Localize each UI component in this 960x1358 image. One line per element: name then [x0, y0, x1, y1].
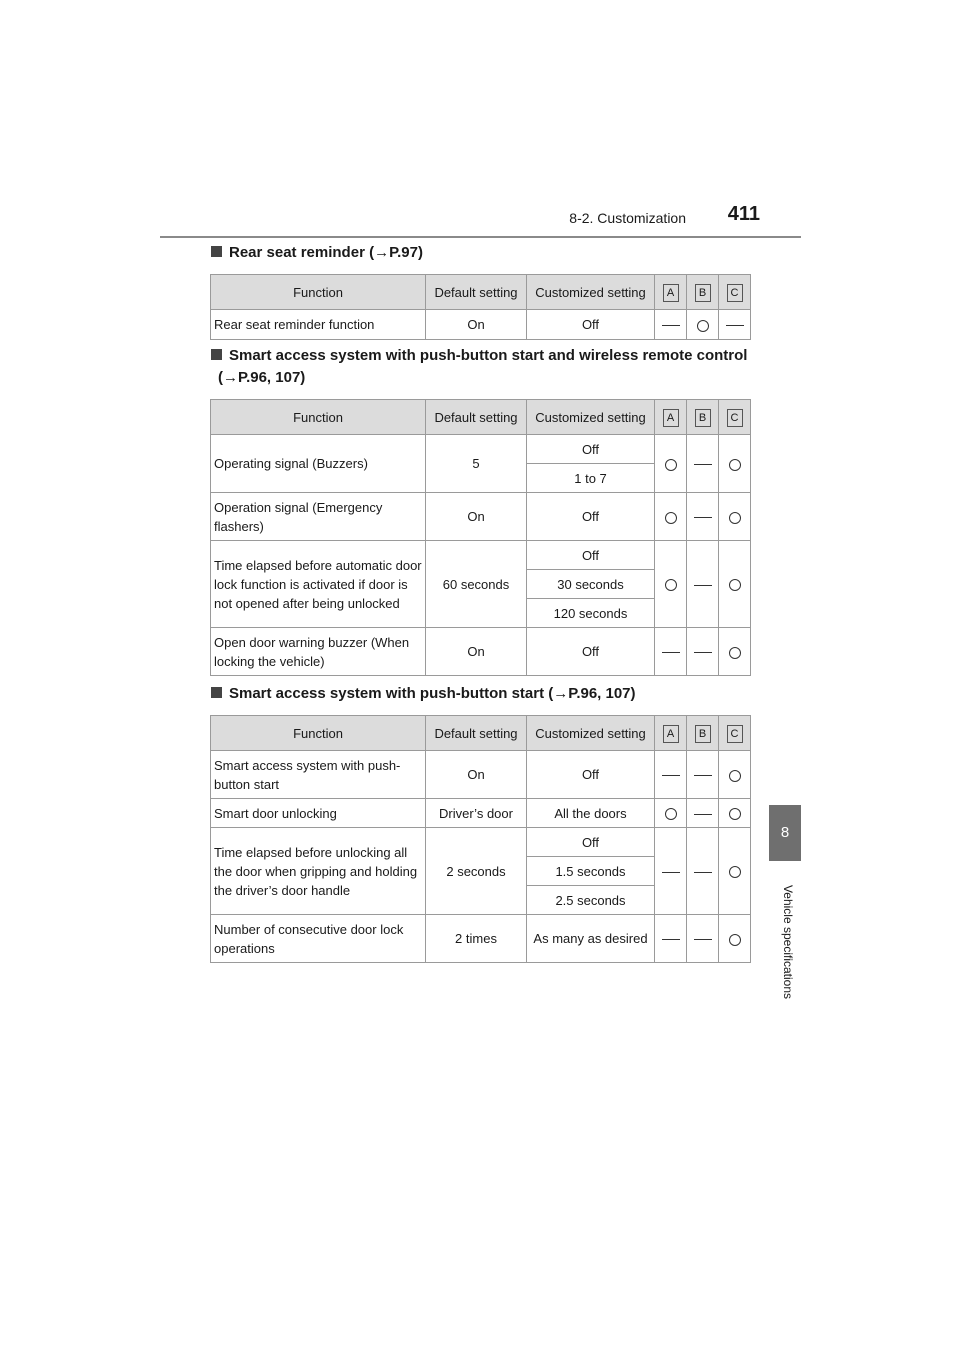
default-cell: On — [426, 310, 527, 340]
circle-mark — [665, 808, 677, 820]
table-row — [211, 541, 751, 570]
dash-mark — [662, 775, 680, 776]
c-cell — [719, 310, 751, 340]
customized-cell: Off — [527, 751, 655, 799]
table-row — [211, 493, 751, 541]
function-cell: Smart access system with push-button start — [211, 751, 426, 799]
customized-cell: All the doors — [527, 799, 655, 828]
section-heading-text: Rear seat reminder (→P.97) — [229, 244, 423, 261]
dash-mark — [662, 652, 680, 653]
c-cell — [719, 915, 751, 963]
dash-mark — [662, 872, 680, 873]
circle-mark — [729, 808, 741, 820]
col-a — [655, 716, 687, 751]
smart-access-table — [210, 715, 751, 963]
section-heading-smart-access — [211, 683, 636, 705]
letter-c-box: C — [727, 725, 743, 743]
customized-cell: Off — [527, 541, 655, 570]
default-cell: 5 — [426, 435, 527, 493]
customized-cell: 1.5 seconds — [527, 857, 655, 886]
col-b — [687, 400, 719, 435]
table-row — [211, 628, 751, 676]
circle-mark — [729, 512, 741, 524]
letter-c-box: C — [727, 409, 743, 427]
function-cell: Number of consecutive door lock operations — [211, 915, 426, 963]
customized-cell: 30 seconds — [527, 570, 655, 599]
letter-a-box: A — [663, 409, 679, 427]
a-cell — [655, 435, 687, 493]
a-cell — [655, 541, 687, 628]
dash-mark — [694, 775, 712, 776]
b-cell — [687, 799, 719, 828]
col-b — [687, 275, 719, 310]
customized-cell: Off — [527, 828, 655, 857]
col-c — [719, 400, 751, 435]
customized-cell: Off — [527, 628, 655, 676]
b-cell — [687, 541, 719, 628]
circle-mark — [665, 512, 677, 524]
default-cell: 60 seconds — [426, 541, 527, 628]
a-cell — [655, 628, 687, 676]
a-cell — [655, 751, 687, 799]
col-function: Function — [211, 400, 426, 435]
col-customized: Customized setting — [527, 275, 655, 310]
dash-mark — [662, 939, 680, 940]
circle-mark — [729, 459, 741, 471]
dash-mark — [694, 872, 712, 873]
a-cell — [655, 310, 687, 340]
b-cell — [687, 435, 719, 493]
a-cell — [655, 799, 687, 828]
table-header-row — [211, 275, 751, 310]
chapter-label: Vehicle specifications — [781, 884, 795, 1000]
square-bullet-icon — [211, 687, 222, 698]
function-cell: Time elapsed before automatic door lock function is activated if door is not opened after being unlocked — [211, 541, 426, 628]
circle-mark — [729, 934, 741, 946]
rear-seat-table — [210, 274, 751, 340]
c-cell — [719, 493, 751, 541]
customized-cell: Off — [527, 493, 655, 541]
col-default: Default setting — [426, 400, 527, 435]
function-cell: Operation signal (Emergency flashers) — [211, 493, 426, 541]
b-cell — [687, 915, 719, 963]
customized-cell: 1 to 7 — [527, 464, 655, 493]
function-cell: Open door warning buzzer (When locking the vehicle) — [211, 628, 426, 676]
dash-mark — [694, 585, 712, 586]
section-heading-text: Smart access system with push-button start (→P.96, 107) — [229, 685, 636, 702]
dash-mark — [694, 814, 712, 815]
col-function: Function — [211, 716, 426, 751]
c-cell — [719, 751, 751, 799]
table-row — [211, 915, 751, 963]
customized-cell: 2.5 seconds — [527, 886, 655, 915]
chapter-tab: 8 — [769, 805, 801, 861]
circle-mark — [729, 579, 741, 591]
page-number: 411 — [727, 203, 760, 225]
customized-cell: 120 seconds — [527, 599, 655, 628]
table-header-row — [211, 716, 751, 751]
square-bullet-icon — [211, 246, 222, 257]
section-heading-text: Smart access system with push-button start and wireless remote control — [229, 347, 748, 364]
function-cell: Rear seat reminder function — [211, 310, 426, 340]
b-cell — [687, 310, 719, 340]
customized-cell: Off — [527, 310, 655, 340]
circle-mark — [697, 320, 709, 332]
col-customized: Customized setting — [527, 716, 655, 751]
dash-mark — [694, 517, 712, 518]
section-heading-ref: (→P.96, 107) — [218, 369, 306, 386]
dash-mark — [662, 325, 680, 326]
dash-mark — [726, 325, 744, 326]
section-heading-smart-access-wireless — [211, 345, 747, 389]
dash-mark — [694, 464, 712, 465]
customized-cell: Off — [527, 435, 655, 464]
default-cell: On — [426, 493, 527, 541]
table-row — [211, 828, 751, 857]
letter-a-box: A — [663, 725, 679, 743]
default-cell: 2 times — [426, 915, 527, 963]
b-cell — [687, 628, 719, 676]
table-header-row — [211, 400, 751, 435]
square-bullet-icon — [211, 349, 222, 360]
b-cell — [687, 751, 719, 799]
col-c — [719, 716, 751, 751]
table-row — [211, 435, 751, 464]
c-cell — [719, 828, 751, 915]
col-c — [719, 275, 751, 310]
function-cell: Operating signal (Buzzers) — [211, 435, 426, 493]
circle-mark — [665, 459, 677, 471]
smart-access-wireless-table — [210, 399, 751, 676]
dash-mark — [694, 652, 712, 653]
a-cell — [655, 828, 687, 915]
b-cell — [687, 828, 719, 915]
c-cell — [719, 628, 751, 676]
function-cell: Time elapsed before unlocking all the door when gripping and holding the driver’s door handle — [211, 828, 426, 915]
default-cell: On — [426, 751, 527, 799]
col-customized: Customized setting — [527, 400, 655, 435]
a-cell — [655, 493, 687, 541]
circle-mark — [729, 770, 741, 782]
a-cell — [655, 915, 687, 963]
col-a — [655, 275, 687, 310]
circle-mark — [729, 647, 741, 659]
circle-mark — [665, 579, 677, 591]
default-cell: On — [426, 628, 527, 676]
letter-b-box: B — [695, 725, 711, 743]
b-cell — [687, 493, 719, 541]
c-cell — [719, 435, 751, 493]
c-cell — [719, 541, 751, 628]
table-row — [211, 310, 751, 340]
circle-mark — [729, 866, 741, 878]
section-heading-rear-seat — [211, 242, 423, 264]
dash-mark — [694, 939, 712, 940]
col-function: Function — [211, 275, 426, 310]
col-default: Default setting — [426, 275, 527, 310]
c-cell — [719, 799, 751, 828]
default-cell: 2 seconds — [426, 828, 527, 915]
letter-a-box: A — [663, 284, 679, 302]
col-b — [687, 716, 719, 751]
col-a — [655, 400, 687, 435]
table-row — [211, 751, 751, 799]
letter-c-box: C — [727, 284, 743, 302]
table-row — [211, 799, 751, 828]
default-cell: Driver’s door — [426, 799, 527, 828]
col-default: Default setting — [426, 716, 527, 751]
customized-cell: As many as desired — [527, 915, 655, 963]
function-cell: Smart door unlocking — [211, 799, 426, 828]
letter-b-box: B — [695, 284, 711, 302]
letter-b-box: B — [695, 409, 711, 427]
section-label: 8-2. Customization — [569, 210, 686, 226]
